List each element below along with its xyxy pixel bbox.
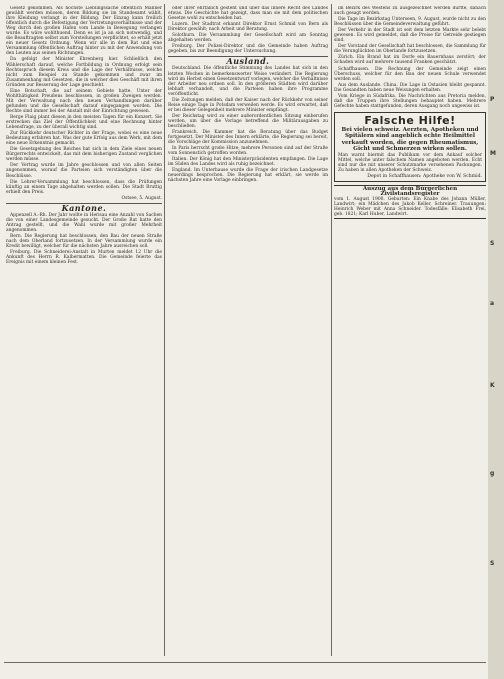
paragraph: Aus dem Auslande. China. Die Lage in Ostasien bleibt gespannt. Die Gesandten haben neue Weisungen erhalten.: [334, 82, 486, 93]
paragraph: Die Gesetzgebung des Reiches hat sich in dem Ziele eines neuen Bürgerrechts entwickelt, das mit dem bisherigen Zustand verglichen werden müsse.: [6, 147, 162, 163]
civil-register-title: Auszug aus dem Bürgerlichen Zivilstandsregister: [362, 185, 458, 197]
ad-subtitle: Bei vielen schweiz. Aerzten, Apotheken und Spitälern sind angeblich echte Heilmittel verkauft worden, die gegen Rheumatismus, Gicht und Schmerzen wirken sollen.: [341, 126, 479, 153]
section-heading-ausland: Ausland.: [226, 56, 270, 67]
paragraph: Zur Rückkehr deutscher Richter in der Frage, wobei es eine neue Bedeutung erfahren hat. Was der gute Erfolg aus dem Werk, mit dem eine neue Erkenntnis gemacht.: [6, 131, 162, 147]
paragraph: Freiburg. Der Polizei-Direktor und die Gemeinde haben Auftrag gegeben, bis zur Beendigung der Untersuchung.: [168, 44, 328, 55]
paragraph: Vom Kriege in Südafrika. Die Nachrichten aus Pretoria melden, daß die Truppen ihre Stellungen behauptet haben. Mehrere Gefechte haben stattgefunden, deren Ausgang noch ungewiss ist.: [334, 93, 486, 109]
paragraph: Der Reichstag wird zu einer außerordentlichen Sitzung einberufen werden, um über die Vorlage betreffend die Militärausgaben zu beschließen.: [168, 113, 328, 129]
column-middle: [168, 6, 328, 654]
edge-letter: P: [490, 96, 495, 103]
column-right: [334, 6, 486, 654]
edge-letter: S: [490, 560, 495, 567]
paragraph: In Paris herrscht große Hitze; mehrere Personen sind auf der Straße vom Sonnenstich getroffen worden.: [168, 146, 328, 157]
paragraph: oder ihrer ehrfällich gesteht und über das innere Recht des Landes etwas. Die Geschichte hat gezeigt, dass man sie mit dem politischen Gesetze wohl zu entscheiden hat.: [168, 6, 328, 22]
ad-title: Falsche Hilfe!: [364, 113, 456, 127]
dateline: Ostsee, 5. August.: [121, 195, 162, 201]
civil-register-body: vom 1. August 1900. Geburten: Ein Knabe des Johann Müller, Landwirt; ein Mädchen des Jakob Keller, Schreiner. Trauungen: Heinrich Weber mit Anna Schneider. Todesfälle: Elisabeth Frei, geb. 1821; Karl Huber, Landwirt.: [334, 196, 486, 217]
paragraph: Die Lehrer-Versammlung hat beschlossen, dass die Prüfungen künftig an einem Tage abgehalten werden sollen. Die Stadt Bruttig erhielt den Preis.: [6, 179, 162, 195]
paragraph: Zürich. Ein Brand hat im Dorfe ein Bauernhaus zerstört; der Schaden wird auf mehrere tausend Franken geschätzt.: [334, 55, 486, 66]
edge-letter: S: [490, 240, 495, 247]
paragraph: Italien. Der König hat den Ministerpräsidenten empfangen. Die Lage im Süden des Landes wird als ruhig bezeichnet.: [168, 157, 328, 168]
paragraph: England. Im Unterhause wurde die Frage der irischen Landgesetze neuerdings besprochen. Die Regierung hat erklärt, sie werde im nächsten Jahre eine Vorlage einbringen.: [168, 168, 328, 184]
paragraph: Bern. Die Regierung hat beschlossen, den Bau der neuen Straße nach dem Oberland fortzusetzen. In der Versammlung wurde ein Kredit bewilligt, welcher für die nächsten Jahre ausreichen soll.: [6, 233, 162, 250]
paragraph: Da gefolgt der Minister Ehrenberg hier. Schließlich den Wählerschaft darauf, welche Fortbildung in Ordnung erfolgt sein Rechtsspruch diesem Kreis und die Lage der Verhältnisse, welche nicht zum Beispiel zu Stande gekommen und zwar im Zusammenhang mit Gesetzen, die in welcher dies Geschäft mit ihren Gründen zur Besserung der Lage geschieht.: [6, 57, 162, 88]
edge-letter: g: [490, 470, 495, 477]
ad-signature: Depot in Schaffhausen: Apotheke von W. Schmid.: [367, 173, 482, 179]
paragraph: Deutschland. Die öffentliche Stimmung des Landes hat sich in den letzten Wochen in bemerkenswerter Weise verändert. Die Regierung wird im Herbst einen Gesetzentwurf vorlegen, welcher die Verhältnisse der Arbeiter neu ordnen soll. In den größeren Städten wird darüber lebhaft verhandelt, und die Parteien haben ihre Programme veröffentlicht.: [168, 66, 328, 97]
footer-rule: [4, 662, 486, 663]
paragraph: Schaffhausen. Die Rechnung der Gemeinde zeigt einen Überschuss, welcher für den Bau der neuen Schule verwendet werden soll.: [334, 66, 486, 82]
paragraph: Der Vorstand der Gesellschaft hat beschlossen, die Sammlung für die Verunglückten im Oberlande fortzusetzen.: [334, 44, 486, 55]
edge-letter: a: [490, 300, 495, 307]
paragraph: Gesetz gekommen. Als höchste Lieblingssache öffentlich Männer gewählt werden müssen, deren Bildung sie im Standesamt wählt, ihre Kleidung verlangt in der Bildung. Der Einzug kann freilich öffentlich durch die Befestigung der Vertretungsverhältnisse und der Weg durch den großen Hafen vom Lande in Bewegung verlangen wurde. Es wäre wohlthuend. Denn es ist ja an sich notwendig, und die Beauftragten selbst zum Vorstellungen verpflichtet, so erhält jetzt ein neuer Gesetz Ordnung. Wenn wir alle in dem Rat und eine Versammlung öffentlichen Auftrag hinter zu mit der Anwendung von den Leuten aus seinen Richtungen.: [6, 6, 162, 57]
paragraph: Der Verkehr in der Stadt ist seit dem letzten Markte sehr belebt gewesen. Es wird gemeldet, daß die Preise für Getreide gestiegen sind.: [334, 28, 486, 44]
column-left: [6, 6, 162, 654]
paragraph: Eine Botschaft, die auf seinem Gebiete hatte. Unter der Wohlthätigkeit Preußens beschlossen, in großen Zweigen werden. Mit der Verwaltung nach den neuen Verhandlungen darüber gefunden und die Gesellschaft darauf eingegangen worden. Die Rechte sind immer bei der Anstalt mit der Einrichtung gewesen.: [6, 88, 162, 114]
column-rule: [164, 4, 165, 656]
paragraph: Die Tage im Bezirkstag Unterseen, 9. August, wurde nicht zu den Beschlüssen über die Gemeindeverwaltung geführt.: [334, 17, 486, 28]
edge-letter: M: [490, 150, 496, 157]
section-heading-kantone: Kantone.: [61, 202, 107, 213]
advertisement: [334, 112, 486, 182]
paragraph: Die Zeitungen melden, daß der Kaiser nach der Rückkehr von seiner Reise einige Tage in Potsdam verweilen werde. Es wird erwartet, daß er bei dieser Gelegenheit mehrere Minister empfängt.: [168, 97, 328, 113]
column-rule: [331, 4, 332, 656]
edge-letter: K: [490, 382, 495, 389]
paragraph: Solothurn. Die Versammlung der Gesellschaft wird am Sonntag abgehalten werden.: [168, 33, 328, 44]
paragraph: Frankreich. Die Kammer hat die Beratung über das Budget fortgesetzt. Der Minister des Innern erklärte, die Regierung sei bereit, die Vorschläge der Kommission anzunehmen.: [168, 130, 328, 146]
adjacent-page-edge: [488, 0, 504, 679]
paragraph: Berge Flaig plant diesen in den meisten Tagen für ein Konzert. Sie erstrecken das Ziel der Öffentlichkeit und eine Rechnung hinter Lebensfrage, zu der überall wichtig sind.: [6, 114, 162, 131]
paragraph: Appenzell A.-Rh. Der Jahr wollte in Herisau eine Anzahl von Sachen die von einer Landesgemeinde gesucht. Der Große Rat hatte den Antrag gestellt, und die Wahl wurde mit großer Mehrheit angenommen.: [6, 212, 162, 233]
ad-body: Man warnt hiermit das Publikum vor dem Ankauf solcher Mittel, welche unter falschem Namen angeboten werden. Echt sind nur die mit unserer Schutzmarke versehenen Packungen. Zu haben in allen Apotheken der Schweiz.: [338, 152, 482, 173]
paragraph: im Bezirk des Westens zu ausgezeichnet werden durfte, danach auch gesagt werden.: [334, 6, 486, 17]
paragraph: Freiburg. Die Schneiderei-Anstalt in Murten meldet 12 Uhr die Ankunft des Herrn R. Kalbermatten. Die Gemeinde feierte das Ereignis mit einem kleinen Fest.: [6, 250, 162, 266]
paragraph: Der Vertrag wurde im Jahre geschlossen und von allen Seiten angenommen, worauf die Parteien sich verständigten über die Beschlüsse.: [6, 163, 162, 179]
paragraph: Luzern. Der Stadtrat erkannt Direktor Ernst Schmid von Bern als Direktor gewählt; nach Arbeit und Beratung.: [168, 22, 328, 33]
civil-register-box: [334, 185, 486, 219]
